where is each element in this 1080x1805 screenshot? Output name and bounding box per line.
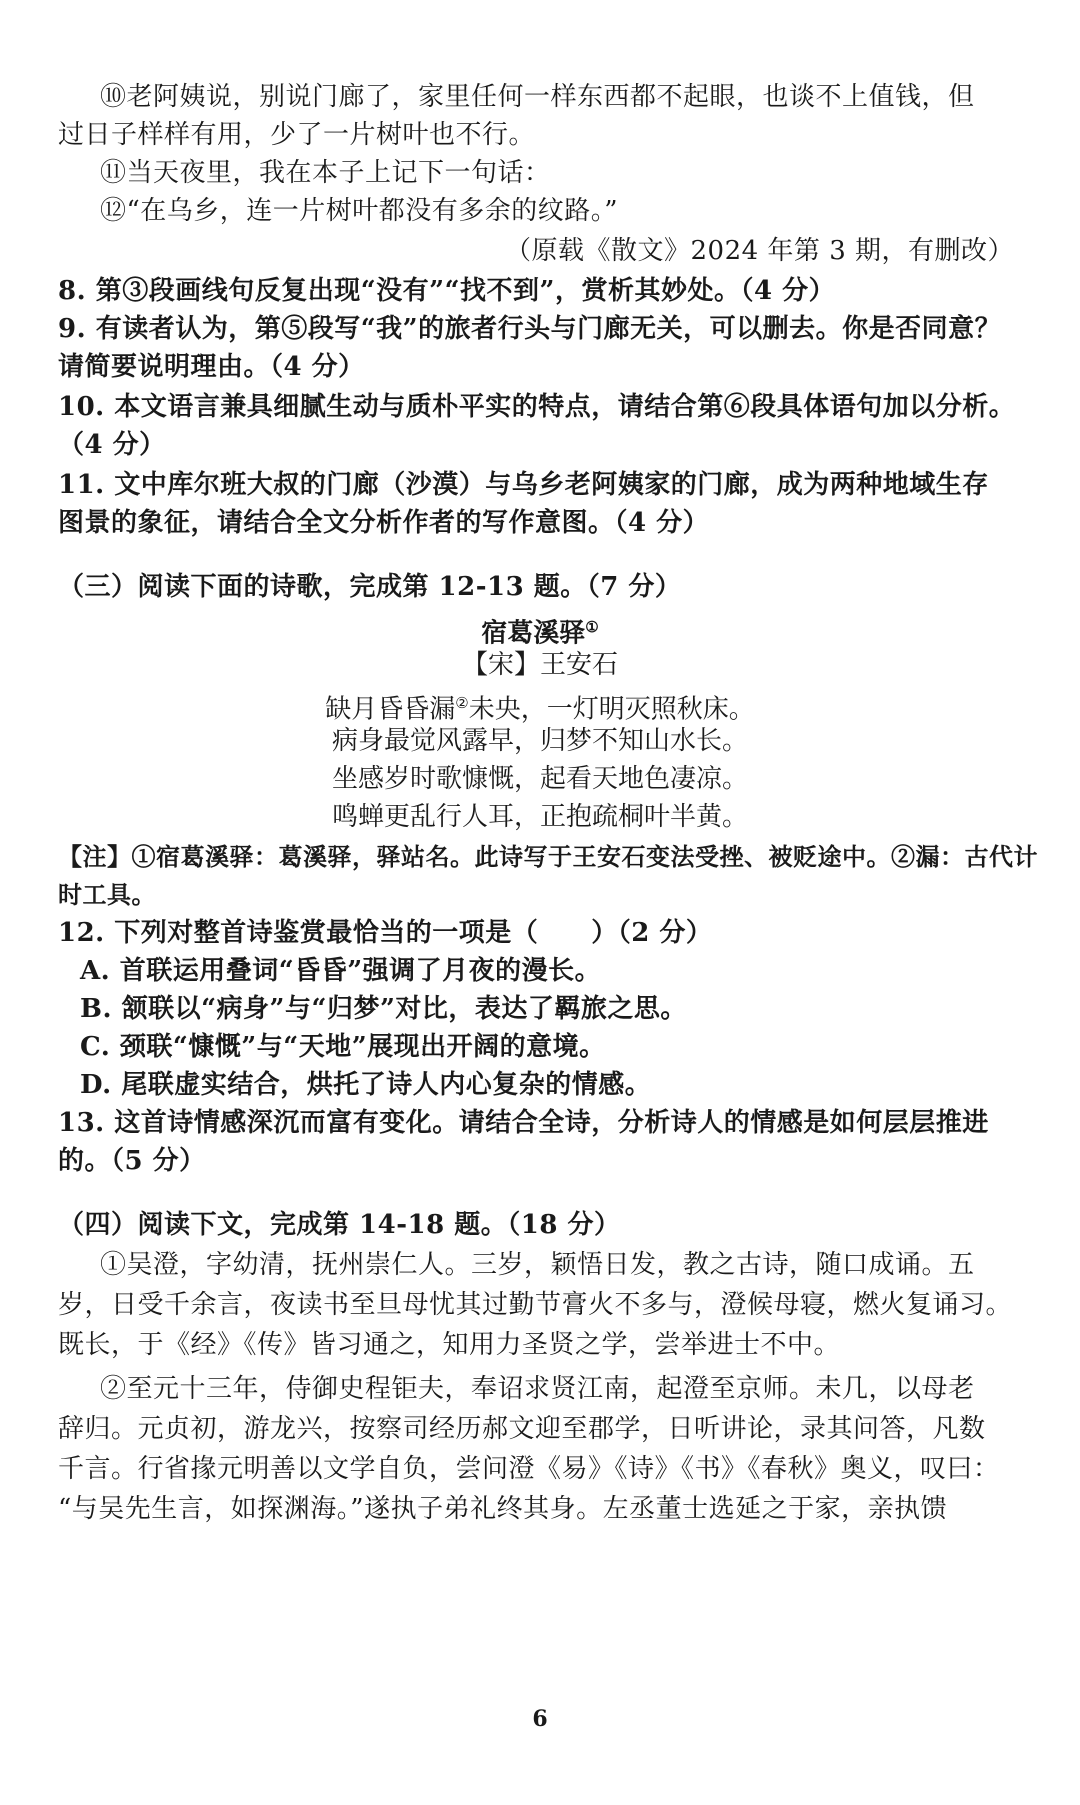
poem-line-1-note-mark: ② xyxy=(455,694,469,712)
poem-line-2: 病身最觉风露早，归梦不知山水长。 xyxy=(331,726,748,756)
question-12-option-a: A. 首联运用叠词“昏昏”强调了月夜的漫长。 xyxy=(80,956,602,986)
paragraph-10-line2: 过日子样样有用，少了一片树叶也不行。 xyxy=(58,120,536,150)
question-12: 12. 下列对整首诗鉴赏最恰当的一项是（ ）（2 分） xyxy=(58,918,713,948)
question-9-line2: 请简要说明理由。（4 分） xyxy=(58,352,365,382)
page-number: 6 xyxy=(532,1706,548,1732)
poem-line-3: 坐感岁时歌慷慨，起看天地色凄凉。 xyxy=(331,764,748,794)
question-13-line1: 13. 这首诗情感深沉而富有变化。请结合全诗，分析诗人的情感是如何层层推进 xyxy=(58,1108,989,1138)
poem-line-1-b: 未央，一灯明灭照秋床。 xyxy=(468,694,755,725)
question-11-line2: 图景的象征，请结合全文分析作者的写作意图。（4 分） xyxy=(58,508,710,538)
question-10-line2: （4 分） xyxy=(58,430,166,460)
classical-text-line: “与吴先生言，如探渊海。”遂执子弟礼终其身。左丞董士选延之于家，亲执馈 xyxy=(58,1494,948,1524)
question-8: 8. 第③段画线句反复出现“没有”“找不到”，赏析其妙处。（4 分） xyxy=(58,276,836,306)
poem-line-1-a: 缺月昏昏漏 xyxy=(325,694,456,725)
poem-note-line1: 【注】①宿葛溪驿：葛溪驿，驿站名。此诗写于王安石变法受挫、被贬途中。②漏：古代计 xyxy=(58,842,1038,871)
question-9-line1: 9. 有读者认为，第⑤段写“我”的旅者行头与门廊无关，可以删去。你是否同意？ xyxy=(58,314,1002,344)
section-3-heading: （三）阅读下面的诗歌，完成第 12-13 题。（7 分） xyxy=(58,572,682,602)
classical-text-line: 既长，于《经》《传》皆习通之，知用力圣贤之学，尝举进士不中。 xyxy=(58,1330,841,1360)
section-4-heading: （四）阅读下文，完成第 14-18 题。（18 分） xyxy=(58,1210,621,1240)
question-13-line2: 的。（5 分） xyxy=(58,1146,206,1176)
paragraph-11: ⑪当天夜里，我在本子上记下一句话： xyxy=(100,158,551,188)
poem-note-line2: 时工具。 xyxy=(58,880,156,909)
classical-text-line: 辞归。元贞初，游龙兴，按察司经历郝文迎至郡学，日听讲论，录其问答，凡数 xyxy=(58,1414,986,1444)
paragraph-12: ⑫“在乌乡，连一片树叶都没有多余的纹路。” xyxy=(100,196,619,226)
question-12-option-b: B. 颔联以“病身”与“归梦”对比，表达了羁旅之思。 xyxy=(80,994,687,1024)
question-12-option-d: D. 尾联虚实结合，烘托了诗人内心复杂的情感。 xyxy=(80,1070,652,1100)
classical-text-line: ①吴澄，字幼清，抚州崇仁人。三岁，颖悟日发，教之古诗，随口成诵。五 xyxy=(100,1250,975,1280)
excerpt-source: （原载《散文》2024 年第 3 期，有删改） xyxy=(505,236,1015,266)
poem-author: 【宋】王安石 xyxy=(461,650,618,680)
question-12-option-c: C. 颈联“慷慨”与“天地”展现出开阔的意境。 xyxy=(80,1032,606,1062)
poem-line-4: 鸣蝉更乱行人耳，正抱疏桐叶半黄。 xyxy=(331,802,748,832)
question-10-line1: 10. 本文语言兼具细腻生动与质朴平实的特点，请结合第⑥段具体语句加以分析。 xyxy=(58,392,1016,422)
poem-title-note-mark: ① xyxy=(585,618,599,636)
classical-text-line: 千言。行省掾元明善以文学自负，尝问澄《易》《诗》《书》《春秋》奥义，叹曰： xyxy=(58,1454,1000,1484)
classical-text-line: ②至元十三年，侍御史程钜夫，奉诏求贤江南，起澄至京师。未几，以母老 xyxy=(100,1374,975,1404)
paragraph-10-line1: ⑩老阿姨说，别说门廊了，家里任何一样东西都不起眼，也谈不上值钱，但 xyxy=(100,82,975,112)
poem-title-text: 宿葛溪驿 xyxy=(481,618,586,649)
question-11-line1: 11. 文中库尔班大叔的门廊（沙漠）与乌乡老阿姨家的门廊，成为两种地域生存 xyxy=(58,470,989,500)
classical-text-line: 岁，日受千余言，夜读书至旦母忧其过勤节膏火不多与，澄候母寝，燃火复诵习。 xyxy=(58,1290,1013,1320)
